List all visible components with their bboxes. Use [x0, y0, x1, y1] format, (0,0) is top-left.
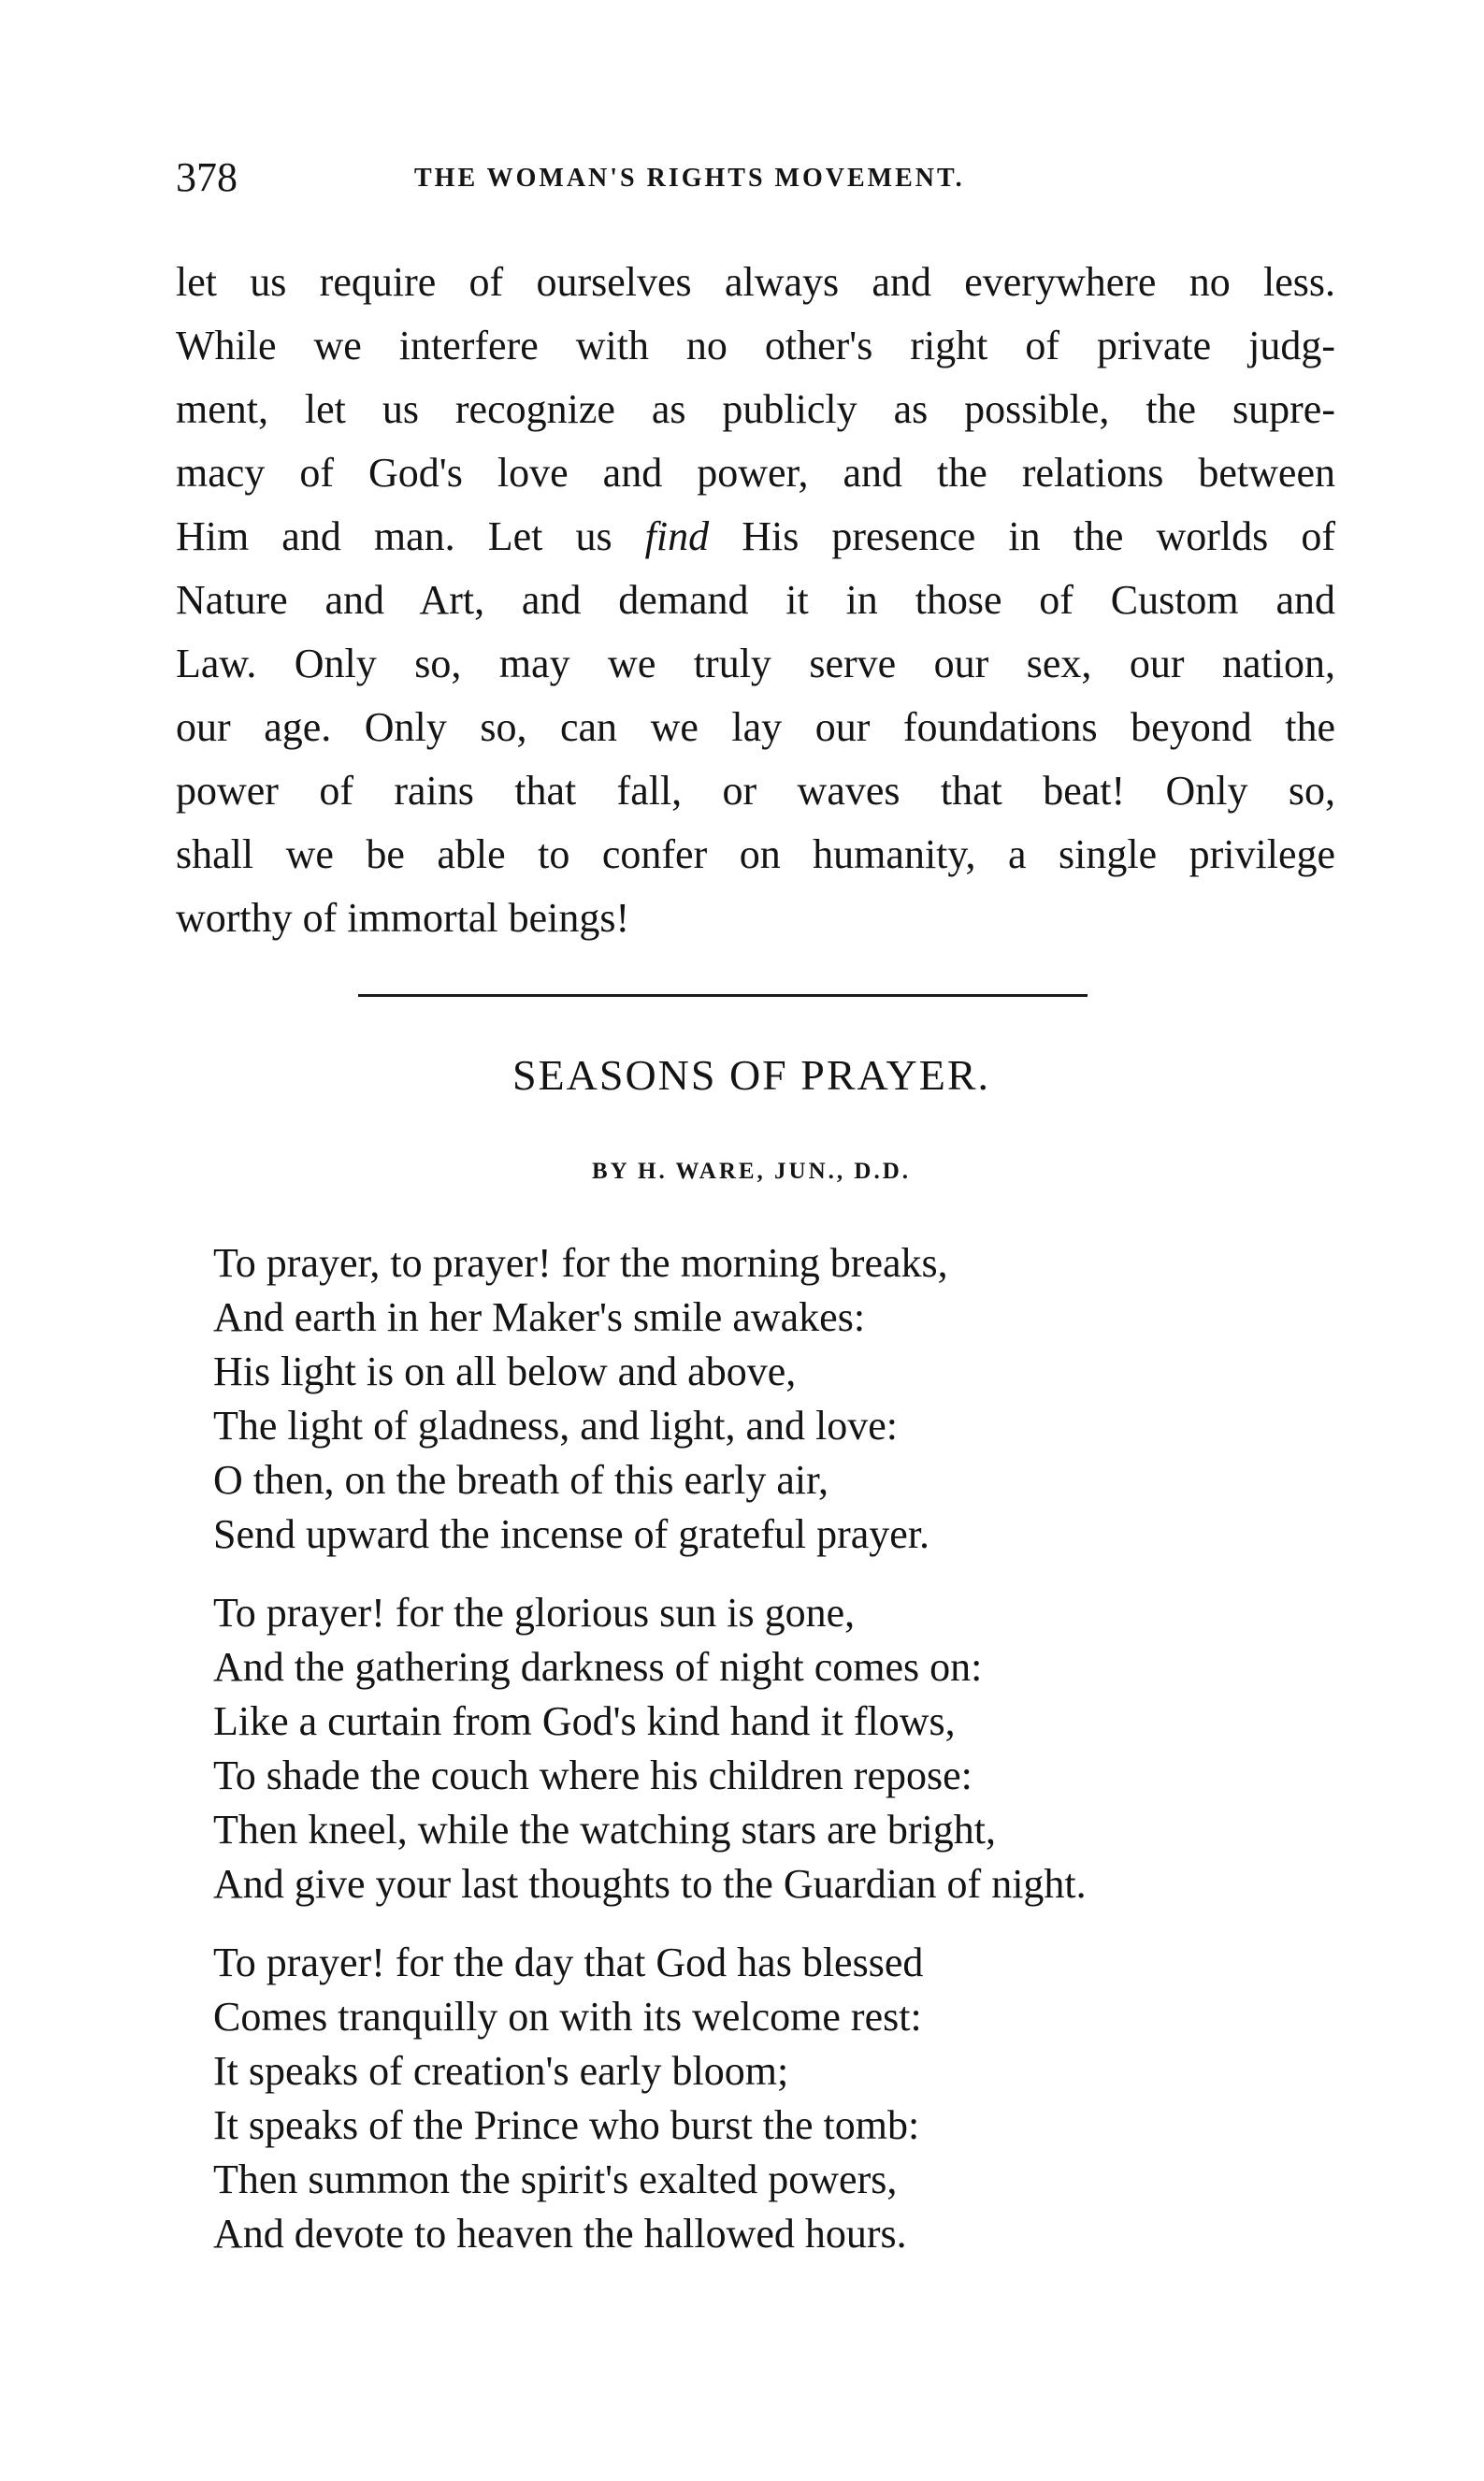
running-title: THE WOMAN'S RIGHTS MOVEMENT.: [414, 164, 965, 193]
verse-line: Like a curtain from God's kind hand it flows,: [213, 1698, 956, 1744]
stanza: [213, 1236, 1335, 1562]
prose-line: Him and man. Let us find His presence in the worlds of: [176, 513, 1335, 559]
prose-line: let us require of ourselves always and everywhere no less.: [176, 259, 1335, 305]
prose-line: ment, let us recognize as publicly as possible, the supre-: [176, 386, 1335, 432]
verse-line: Then summon the spirit's exalted powers,: [213, 2156, 898, 2202]
verse-line: Comes tranquilly on with its welcome rest:: [213, 1994, 922, 2040]
verse-line: O then, on the breath of this early air,: [213, 1457, 829, 1503]
section-divider: [358, 994, 1088, 997]
prose-line: While we interfere with no other's right of private judg-: [176, 323, 1335, 368]
poem-title: SEASONS OF PRAYER.: [511, 1051, 991, 1099]
verse-line: And give your last thoughts to the Guardian of night.: [213, 1861, 1087, 1907]
prose-line: our age. Only so, can we lay our foundations beyond the: [176, 704, 1335, 750]
emphasis-text: find: [644, 513, 710, 559]
verse-line: To shade the couch where his children repose:: [213, 1753, 973, 1798]
prose-line: shall we be able to confer on humanity, a single privilege: [176, 831, 1335, 877]
verse-line: To prayer, to prayer! for the morning breaks,: [213, 1240, 948, 1286]
verse-line: The light of gladness, and light, and love:: [213, 1403, 898, 1449]
verse-line: It speaks of creation's early bloom;: [213, 2048, 789, 2094]
verse-line: And earth in her Maker's smile awakes:: [213, 1294, 866, 1340]
stanza: [213, 1936, 1335, 2261]
prose-paragraph: [176, 251, 1335, 950]
verse-line: To prayer! for the glorious sun is gone,: [213, 1590, 856, 1636]
verse-line: To prayer! for the day that God has blessed: [213, 1940, 924, 1985]
verse-line: And the gathering darkness of night comes on:: [213, 1644, 983, 1690]
poem-byline: BY H. WARE, JUN., D.D.: [591, 1159, 912, 1184]
prose-line: macy of God's love and power, and the relations between: [176, 450, 1335, 496]
stanza: [213, 1586, 1335, 1911]
verse-line: And devote to heaven the hallowed hours.: [213, 2211, 907, 2257]
poem-body: [213, 1236, 1335, 2286]
verse-line: Then kneel, while the watching stars are bright,: [213, 1807, 996, 1853]
page-number: 378: [176, 154, 238, 200]
verse-line: Send upward the incense of grateful prayer.: [213, 1511, 930, 1557]
prose-line: worthy of immortal beings!: [176, 895, 630, 941]
verse-line: His light is on all below and above,: [213, 1349, 797, 1394]
prose-line: power of rains that fall, or waves that beat! Only so,: [176, 768, 1335, 814]
prose-line: Nature and Art, and demand it in those of Custom and: [176, 577, 1335, 623]
verse-line: It speaks of the Prince who burst the tomb:: [213, 2102, 920, 2148]
prose-line: Law. Only so, may we truly serve our sex, our nation,: [176, 641, 1335, 686]
running-head: [176, 150, 1335, 206]
